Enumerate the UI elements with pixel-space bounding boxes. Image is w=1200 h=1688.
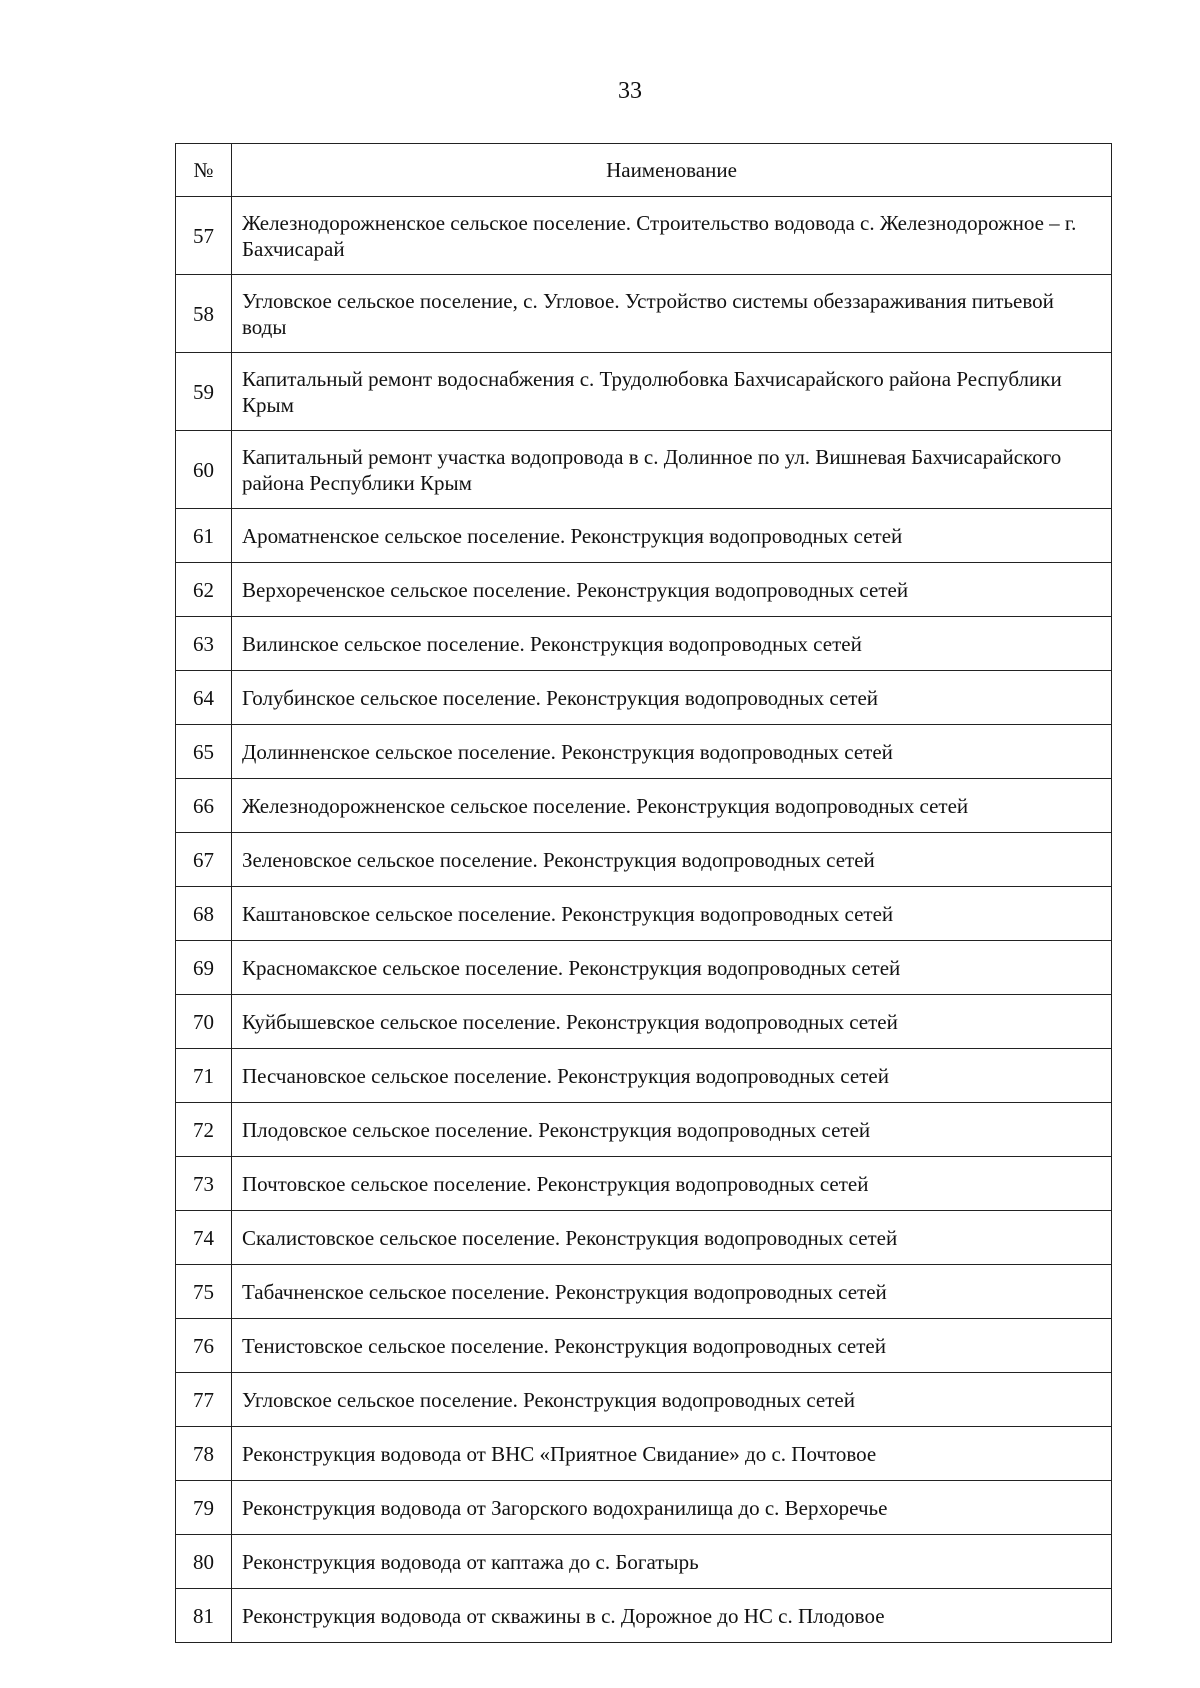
row-number-cell: 77	[176, 1373, 232, 1427]
row-number-cell: 64	[176, 671, 232, 725]
row-name-cell: Реконструкция водовода от скважины в с. Дорожное до НС с. Плодовое	[232, 1589, 1112, 1643]
table-body	[176, 197, 1112, 1643]
row-name-cell: Долинненское сельское поселение. Реконструкция водопроводных сетей	[232, 725, 1112, 779]
row-name-cell: Реконструкция водовода от каптажа до с. Богатырь	[232, 1535, 1112, 1589]
table-row	[176, 1427, 1112, 1481]
row-name-cell: Угловское сельское поселение, с. Угловое. Устройство системы обеззараживания питьевой воды	[232, 275, 1112, 353]
table-row	[176, 1211, 1112, 1265]
row-name-cell: Плодовское сельское поселение. Реконструкция водопроводных сетей	[232, 1103, 1112, 1157]
table-row	[176, 1481, 1112, 1535]
row-number-cell: 70	[176, 995, 232, 1049]
table-row	[176, 509, 1112, 563]
row-number-cell: 80	[176, 1535, 232, 1589]
projects-table	[175, 143, 1112, 1643]
column-header-name: Наименование	[232, 144, 1112, 197]
row-number-cell: 75	[176, 1265, 232, 1319]
row-name-cell: Тенистовское сельское поселение. Реконструкция водопроводных сетей	[232, 1319, 1112, 1373]
row-number-cell: 71	[176, 1049, 232, 1103]
column-header-number: №	[176, 144, 232, 197]
row-number-cell: 59	[176, 353, 232, 431]
table-row	[176, 1049, 1112, 1103]
row-number-cell: 78	[176, 1427, 232, 1481]
table-row	[176, 1535, 1112, 1589]
row-number-cell: 73	[176, 1157, 232, 1211]
row-number-cell: 63	[176, 617, 232, 671]
row-name-cell: Каштановское сельское поселение. Реконструкция водопроводных сетей	[232, 887, 1112, 941]
row-number-cell: 60	[176, 431, 232, 509]
row-name-cell: Вилинское сельское поселение. Реконструкция водопроводных сетей	[232, 617, 1112, 671]
row-number-cell: 58	[176, 275, 232, 353]
table-row	[176, 725, 1112, 779]
table-row	[176, 431, 1112, 509]
table-row	[176, 887, 1112, 941]
row-name-cell: Железнодорожненское сельское поселение. Реконструкция водопроводных сетей	[232, 779, 1112, 833]
row-name-cell: Песчановское сельское поселение. Реконструкция водопроводных сетей	[232, 1049, 1112, 1103]
table-header-row	[176, 144, 1112, 197]
table-row	[176, 563, 1112, 617]
table-row	[176, 275, 1112, 353]
row-name-cell: Почтовское сельское поселение. Реконструкция водопроводных сетей	[232, 1157, 1112, 1211]
row-name-cell: Табачненское сельское поселение. Реконструкция водопроводных сетей	[232, 1265, 1112, 1319]
row-name-cell: Капитальный ремонт участка водопровода в с. Долинное по ул. Вишневая Бахчисарайского района Республики Крым	[232, 431, 1112, 509]
table-row	[176, 941, 1112, 995]
table-row	[176, 617, 1112, 671]
table-row	[176, 1157, 1112, 1211]
row-name-cell: Голубинское сельское поселение. Реконструкция водопроводных сетей	[232, 671, 1112, 725]
row-number-cell: 72	[176, 1103, 232, 1157]
row-name-cell: Ароматненское сельское поселение. Реконструкция водопроводных сетей	[232, 509, 1112, 563]
table-row	[176, 1589, 1112, 1643]
row-number-cell: 61	[176, 509, 232, 563]
row-number-cell: 69	[176, 941, 232, 995]
row-number-cell: 79	[176, 1481, 232, 1535]
table-row	[176, 1373, 1112, 1427]
table-row	[176, 1103, 1112, 1157]
row-name-cell: Угловское сельское поселение. Реконструкция водопроводных сетей	[232, 1373, 1112, 1427]
row-name-cell: Реконструкция водовода от Загорского водохранилища до с. Верхоречье	[232, 1481, 1112, 1535]
row-name-cell: Зеленовское сельское поселение. Реконструкция водопроводных сетей	[232, 833, 1112, 887]
row-number-cell: 57	[176, 197, 232, 275]
row-number-cell: 68	[176, 887, 232, 941]
table-row	[176, 833, 1112, 887]
row-name-cell: Красномакское сельское поселение. Реконструкция водопроводных сетей	[232, 941, 1112, 995]
projects-table-container	[175, 143, 1112, 1643]
row-name-cell: Железнодорожненское сельское поселение. Строительство водовода с. Железнодорожное – г. Бахчисарай	[232, 197, 1112, 275]
row-number-cell: 65	[176, 725, 232, 779]
row-number-cell: 74	[176, 1211, 232, 1265]
table-row	[176, 353, 1112, 431]
page-number: 33	[618, 78, 642, 104]
row-name-cell: Капитальный ремонт водоснабжения с. Трудолюбовка Бахчисарайского района Республики Крым	[232, 353, 1112, 431]
row-number-cell: 66	[176, 779, 232, 833]
row-number-cell: 76	[176, 1319, 232, 1373]
row-name-cell: Куйбышевское сельское поселение. Реконструкция водопроводных сетей	[232, 995, 1112, 1049]
table-row	[176, 1265, 1112, 1319]
row-number-cell: 67	[176, 833, 232, 887]
row-name-cell: Верхореченское сельское поселение. Реконструкция водопроводных сетей	[232, 563, 1112, 617]
row-number-cell: 81	[176, 1589, 232, 1643]
table-row	[176, 995, 1112, 1049]
row-name-cell: Реконструкция водовода от ВНС «Приятное Свидание» до с. Почтовое	[232, 1427, 1112, 1481]
row-name-cell: Скалистовское сельское поселение. Реконструкция водопроводных сетей	[232, 1211, 1112, 1265]
row-number-cell: 62	[176, 563, 232, 617]
table-row	[176, 197, 1112, 275]
table-row	[176, 779, 1112, 833]
table-row	[176, 1319, 1112, 1373]
table-row	[176, 671, 1112, 725]
